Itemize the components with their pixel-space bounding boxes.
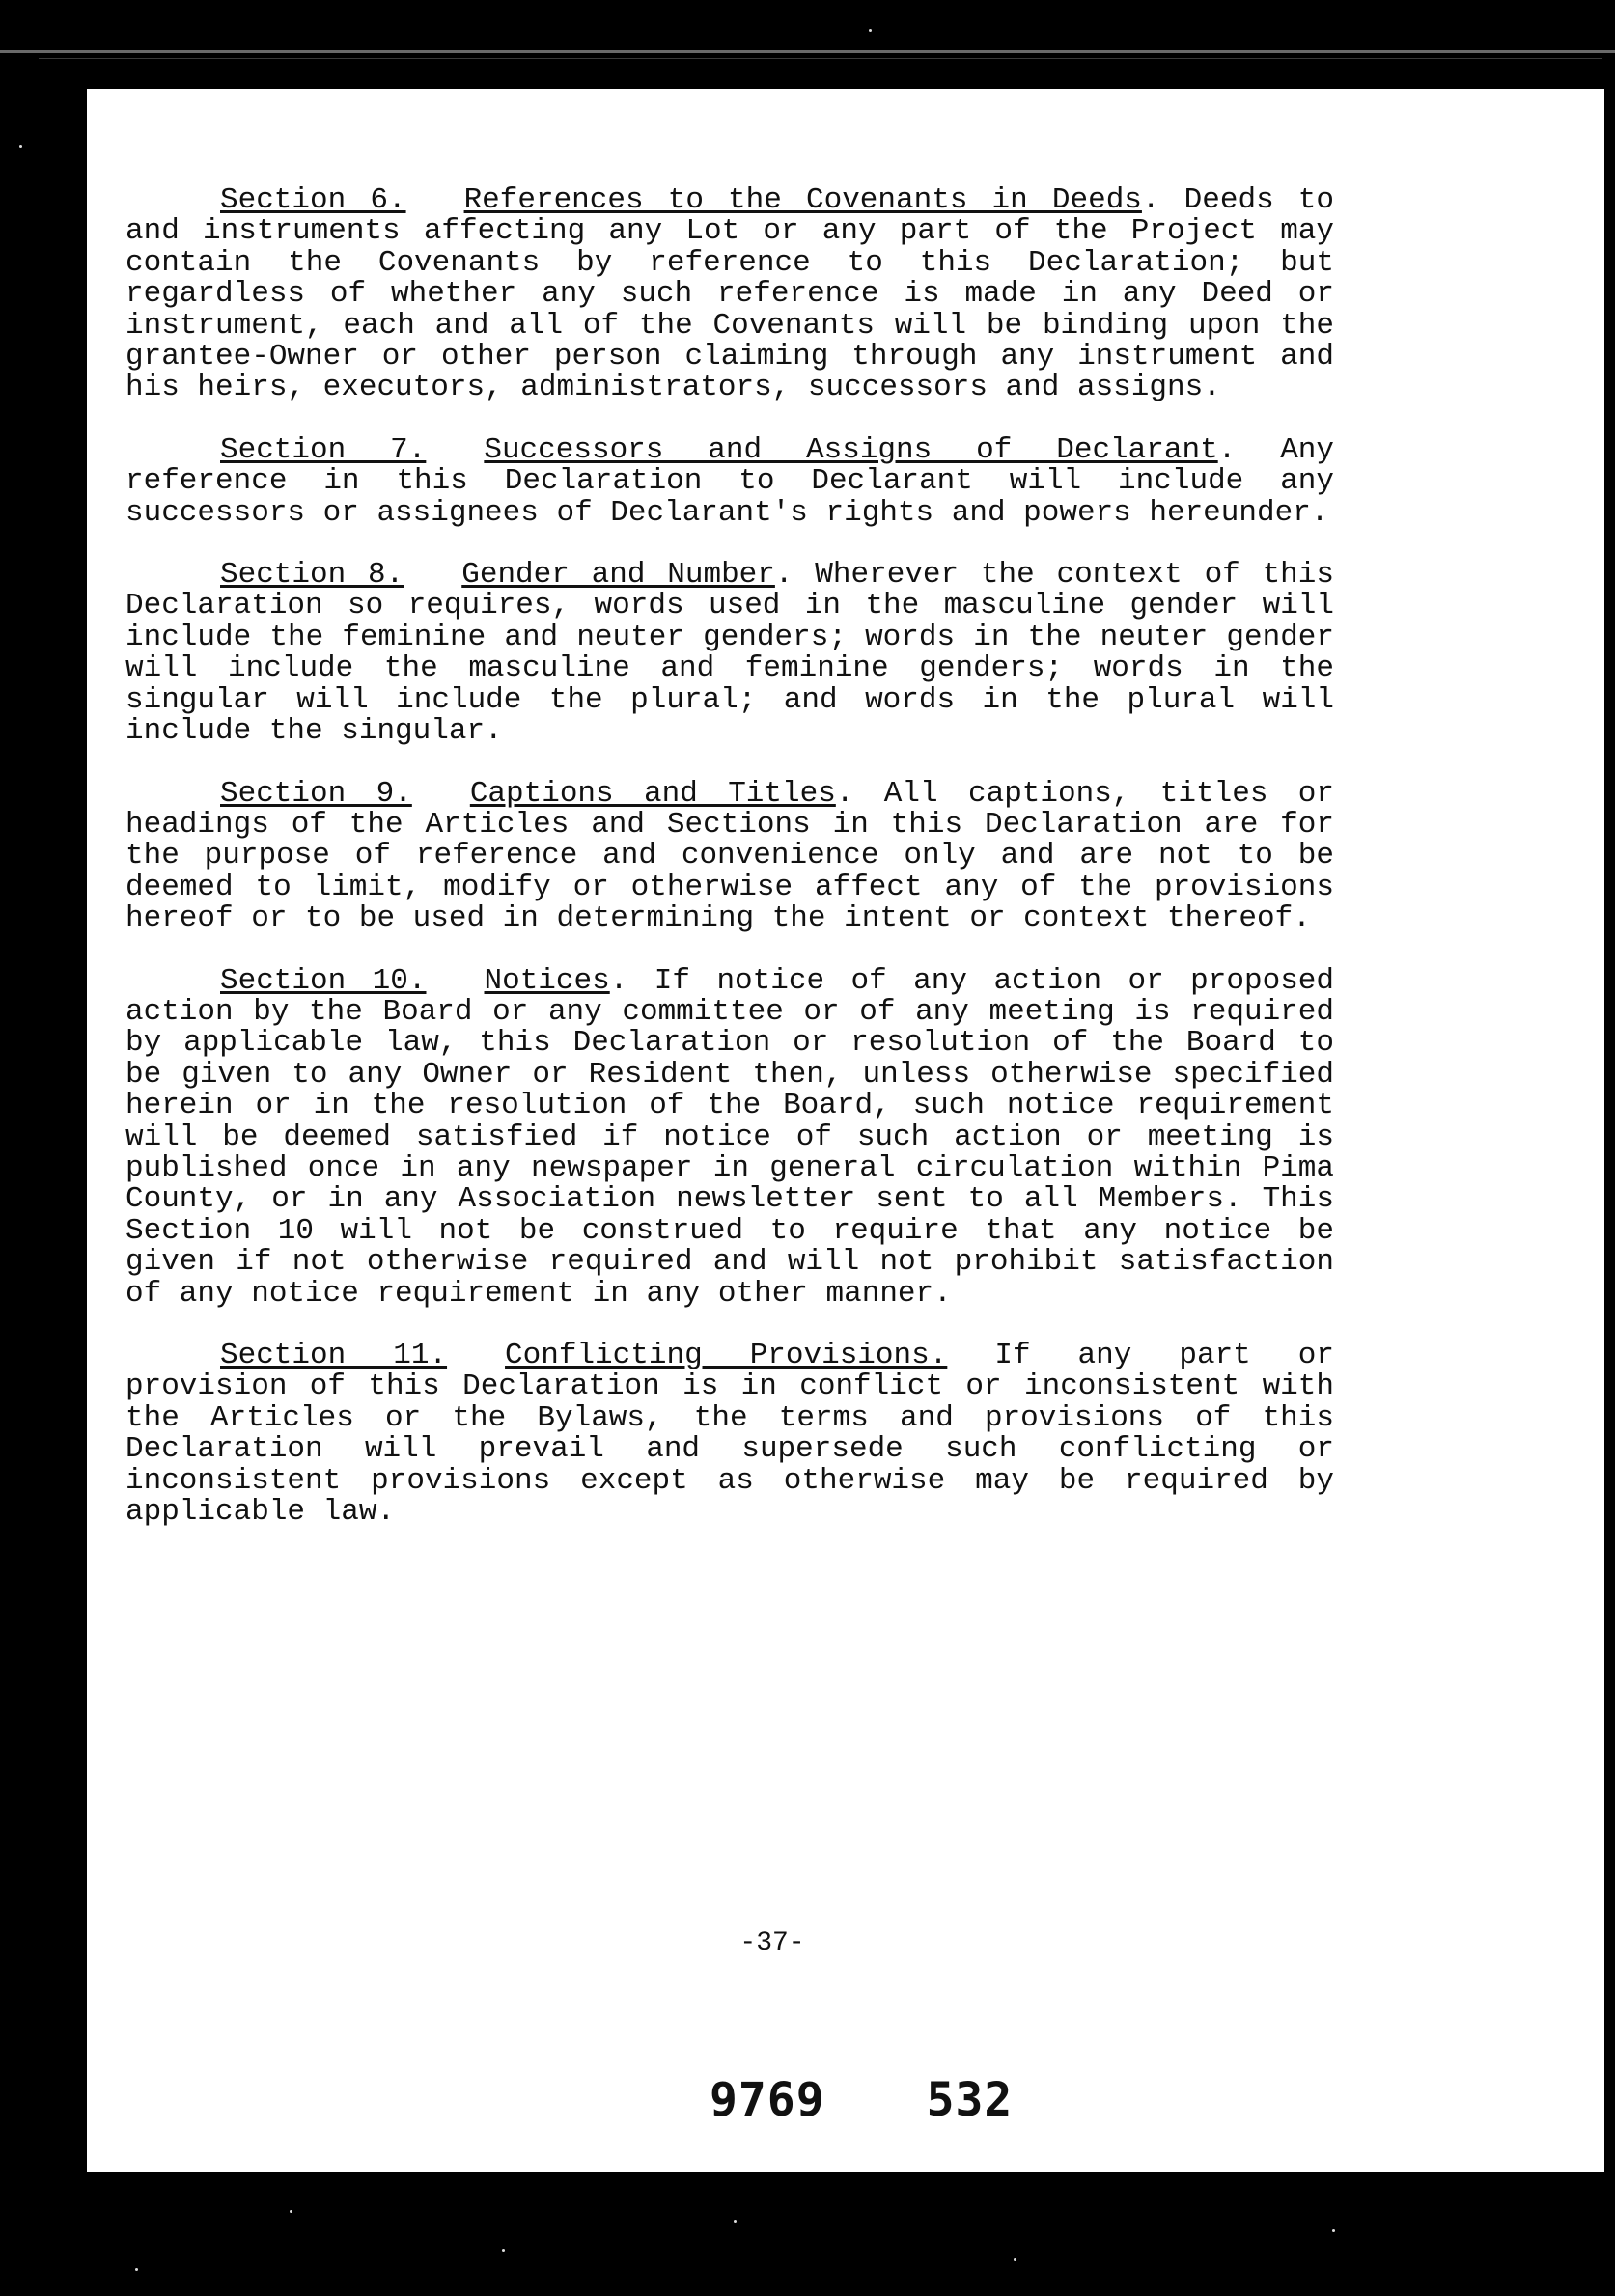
section-number: Section 6. [220,183,406,217]
section-11 [125,1341,1334,1528]
section-6 [125,185,1334,404]
section-paragraph [125,776,1335,936]
scan-speck [869,29,872,32]
section-number: Section 7. [220,432,427,467]
section-number: Section 9. [220,776,412,811]
section-title: Captions and Titles [469,776,836,811]
scan-speck [19,145,22,148]
scan-speck [290,2210,292,2213]
scan-border-line [39,58,1602,59]
document-body [125,185,1334,1559]
scan-speck [734,2220,737,2223]
scan-border-top [0,50,1615,53]
section-text: . All captions, titles or headings of the Articles and Sections in this Declaration are for the purpose of reference and convenience only and are not to be deemed to limit, modify or otherwise affect any of the provisions hereof or to be used in determining the intent or context thereof. [125,776,1335,936]
section-8 [125,560,1334,747]
scan-speck [135,2268,138,2271]
section-paragraph [125,1341,1334,1528]
section-7 [125,432,1335,530]
recording-stamp [710,2073,1013,2127]
section-paragraph [125,432,1335,530]
scan-speck [1014,2258,1016,2261]
scan-speck [1332,2229,1335,2232]
section-text: . If notice of any action or proposed action by the Board or any committee or of any meeting is required by applicable law, this Declaration or resolution of the Board to be given to any Owner or Resident then, unless otherwise specified herein or in the resolution of the Board, such notice requirement will be deemed satisfied if notice of such action or meeting is published once in any newspaper in general circulation within Pima County, or in any Association newsletter sent to all Members. This Section 10 will not be construed to require that any notice be given if not otherwise required and will not prohibit satisfaction of any notice requirement in any other manner. [125,963,1335,1311]
section-text: . Deeds to and instruments affecting any Lot or any part of the Project may contain the Covenants by reference to this Declaration; but regardless of whether any such reference is made in any Deed or instrument, each and all of the Covenants will be binding upon the grantee-Owner or other person claiming through any instrument and his heirs, executors, administrators, successors and assigns. [125,183,1335,405]
section-text: If any part or provision of this Declaration is in conflict or inconsistent with the Articles or the Bylaws, the terms and provisions of this Declaration will prevail and supersede such conflicting or inconsistent provisions except as otherwise may be required by applicable law. [125,1339,1334,1530]
section-9 [125,776,1335,936]
section-text: . Any reference in this Declaration to Declarant will include any successors or assignees of Declarant's rights and powers hereunder. [125,432,1335,530]
recording-page: 532 [926,2073,1014,2127]
section-title: Notices [484,963,610,998]
section-paragraph [125,963,1335,1311]
page-number: -37- [739,1928,805,1958]
section-paragraph [125,185,1334,404]
section-title: Gender and Number [461,558,775,593]
section-number: Section 8. [220,558,404,593]
section-title: References to the Covenants in Deeds [463,183,1142,217]
scan-speck [502,2249,505,2252]
section-number: Section 11. [220,1339,448,1372]
section-number: Section 10. [220,963,427,998]
section-title: Conflicting Provisions. [505,1339,948,1372]
recording-docket: 9769 [710,2073,825,2127]
section-10 [125,963,1335,1311]
section-text: . Wherever the context of this Declaration so requires, words used in the masculine gender will include the feminine and neuter genders; words in the neuter gender will include the masculine and feminine genders; words in the singular will include the plural; and words in the plural will include the singular. [125,558,1334,749]
section-paragraph [125,560,1334,747]
section-title: Successors and Assigns of Declarant [484,432,1218,467]
